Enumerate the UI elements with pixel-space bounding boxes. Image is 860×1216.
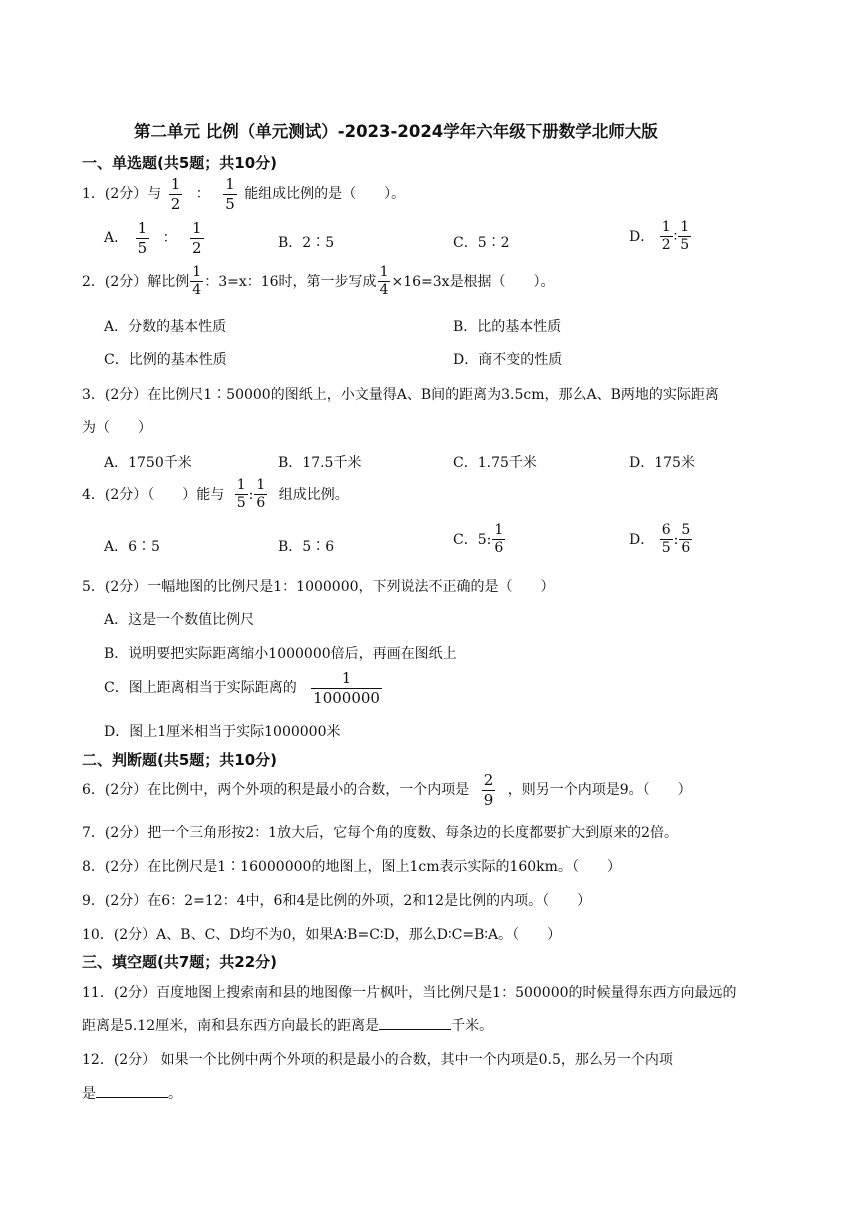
question-4 [82,478,349,512]
q5-option-c[interactable] [104,670,385,706]
fraction: $\frac{1}{5}$ [137,219,148,257]
question-6 [82,772,692,808]
fraction: $\frac{5}{6}$ [681,522,691,557]
question-2 [82,265,555,299]
option-label: D． [629,531,655,548]
q3-option-a[interactable]: A．1750千米 [104,455,192,471]
ratio-colon: : [673,531,679,548]
question-5: 5．(2分）一幅地图的比例尺是1：1000000，下列说法不正确的是（ ） [82,579,555,595]
q2-option-c[interactable]: C．比例的基本性质 [104,352,227,368]
question-11-line-2 [82,1015,493,1035]
question-1 [82,176,405,212]
q2-option-d[interactable]: D．商不变的性质 [453,352,563,368]
question-2-stem: 2．(2分）解比例 [82,273,190,290]
fraction: $\frac{1}{5}$ [236,477,246,512]
answer-blank[interactable] [379,1015,451,1030]
fraction: $\frac{1}{2}$ [192,219,202,257]
answer-blank[interactable] [96,1083,168,1098]
section-heading-fill-blank: 三、填空题(共7题；共22分) [82,953,278,971]
fraction: $\frac{2}{9}$ [483,771,494,809]
question-7: 7．(2分）把一个三角形按2：1放大后，它每个角的度数、每条边的长度都要扩大到原来的2倍。 [82,825,678,841]
question-12-line-1: 12．(2分） 如果一个比例中两个外项的积是最小的合数，其中一个内项是0.5，那么另一个内项 [82,1052,673,1068]
q3-option-d[interactable]: D．175米 [629,455,695,471]
fraction: $\frac{1}{2}$ [661,219,671,254]
fraction: $\frac{1}{5}$ [225,175,235,213]
q1-option-d[interactable] [629,220,692,254]
question-2-stem-mid: ：3=x：16时，第一步写成 [204,273,377,290]
question-1-stem-end: 能组成比例的是（ ）。 [244,186,406,202]
question-11-line-1: 11．(2分）百度地图上搜索南和县的地图像一片枫叶，当比例尺是1：500000的时候量得东西方向最远的 [82,985,737,1001]
question-1-stem: 1．(2分）与 [82,186,162,202]
question-12-end: 。 [168,1086,182,1102]
q4-option-a[interactable]: A．6∶5 [104,539,160,555]
question-10: 10．(2分）A、B、C、D均不为0，如果A∶B=C∶D，那么D∶C=B∶A。（ ） [82,927,562,943]
q4-option-b[interactable]: B．5∶6 [278,539,335,555]
option-label: D． [629,228,655,245]
fraction: $\frac{1}{2}$ [170,175,181,213]
question-3-line-1: 3．(2分）在比例尺1∶50000的图纸上，小文量得A、B间的距离为3.5cm，那么A、B两地的实际距离 [82,387,719,403]
q2-option-b[interactable]: B．比的基本性质 [453,319,562,335]
ratio-colon: ： [195,186,210,202]
option-label: C．图上距离相当于实际距离的 [104,680,297,696]
q5-option-a[interactable]: A．这是一个数值比例尺 [104,612,255,628]
fraction: $\frac{6}{5}$ [661,522,671,557]
option-label: C．5: [453,531,492,548]
q4-option-d[interactable] [629,523,693,557]
ratio-colon: ： [162,230,177,246]
section-heading-single-choice: 一、单选题(共5题；共10分) [82,154,278,172]
page-title: 第二单元 比例（单元测试）-2023-2024学年六年级下册数学北师大版 [134,122,658,141]
q1-option-b[interactable]: B．2∶5 [278,235,335,251]
fraction: $\frac{1}{6}$ [494,522,504,557]
fraction: $\frac{1}{4}$ [379,264,389,299]
q1-option-a[interactable] [104,220,207,256]
ratio-colon: ∶ [673,228,678,245]
q2-option-a[interactable]: A．分数的基本性质 [104,319,227,335]
fraction: $\frac{1}{1000000}$ [313,669,380,707]
question-12-text: 是 [82,1086,96,1102]
ratio-colon: : [248,486,254,503]
question-11-unit: 千米。 [451,1018,494,1034]
q3-option-c[interactable]: C．1.75千米 [453,455,537,471]
question-11-text: 距离是5.12厘米，南和县东西方向最长的距离是 [82,1018,380,1034]
question-9: 9．(2分）在6：2=12：4中，6和4是比例的外项，2和12是比例的内项。（ ） [82,893,592,909]
question-8: 8．(2分）在比例尺是1∶16000000的地图上，图上1cm表示实际的160km。（ ） [82,859,621,875]
question-6-stem: 6．(2分）在比例中，两个外项的积是最小的合数，一个内项是 [82,782,470,798]
fraction: $\frac{1}{4}$ [192,264,202,299]
q4-option-c[interactable] [453,523,506,557]
question-4-stem-end: 组成比例。 [278,486,349,503]
q3-option-b[interactable]: B．17.5千米 [278,455,362,471]
option-label: A． [104,230,129,246]
question-12-line-2 [82,1083,182,1103]
question-4-stem: 4．(2分）（ ）能与 [82,486,225,503]
question-3-line-2: 为（ ） [82,420,152,436]
q5-option-d[interactable]: D．图上1厘米相当于实际1000000米 [104,724,341,740]
question-6-stem-end: ，则另一个内项是9。（ ） [507,782,692,798]
question-2-stem-end: ×16=3x是根据（ ）。 [391,273,555,290]
fraction: $\frac{1}{5}$ [680,219,690,254]
section-heading-true-false: 二、判断题(共5题；共10分) [82,751,278,769]
q1-option-c[interactable]: C．5∶2 [453,235,510,251]
fraction: $\frac{1}{6}$ [256,477,266,512]
q5-option-b[interactable]: B．说明要把实际距离缩小1000000倍后，再画在图纸上 [104,646,457,662]
